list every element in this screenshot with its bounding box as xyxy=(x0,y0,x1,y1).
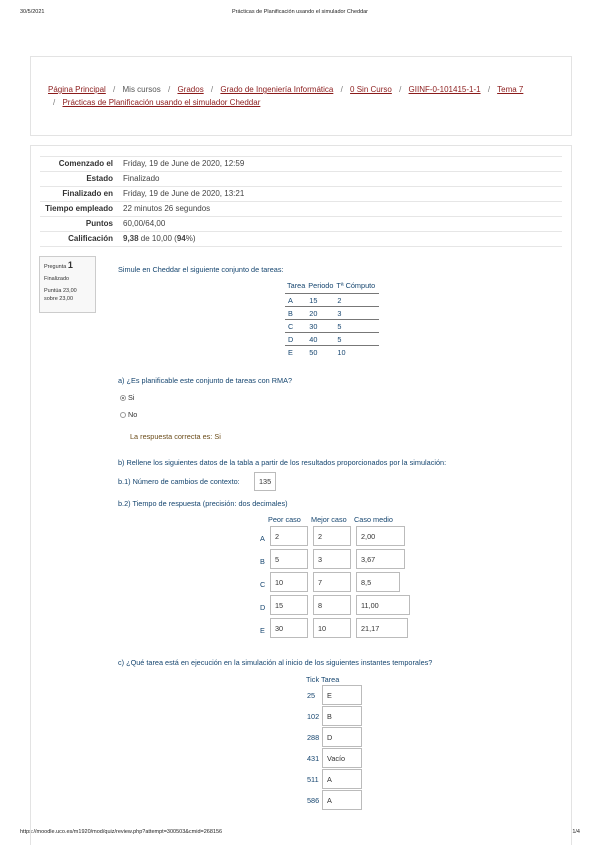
breadcrumb-separator: / xyxy=(53,97,56,107)
option-label: Si xyxy=(128,393,135,402)
tick-value: 431 xyxy=(307,754,320,763)
question-info-box xyxy=(39,256,96,313)
col-header-tick: Tick xyxy=(306,675,320,684)
summary-value: Finalizado xyxy=(123,174,160,183)
summary-value: 22 minutos 26 segundos xyxy=(123,204,211,213)
grade-end: %) xyxy=(185,234,196,243)
col-header-task: Tarea xyxy=(321,675,340,684)
summary-row-grade xyxy=(40,232,562,247)
best-case-input[interactable]: 2 xyxy=(313,526,351,546)
running-task-input[interactable]: A xyxy=(322,790,362,810)
worst-case-input[interactable]: 10 xyxy=(270,572,308,592)
tick-value: 102 xyxy=(307,712,320,721)
row-label: B xyxy=(260,557,265,566)
running-task-input[interactable]: E xyxy=(322,685,362,705)
col-header-best: Mejor caso xyxy=(311,515,347,524)
best-case-input[interactable]: 3 xyxy=(313,549,351,569)
running-task-input[interactable]: B xyxy=(322,706,362,726)
avg-case-input[interactable]: 2,00 xyxy=(356,526,405,546)
breadcrumb-separator: / xyxy=(210,85,214,94)
row-label: A xyxy=(260,534,265,543)
table-cell: C xyxy=(285,320,306,333)
col-header: Periodo xyxy=(306,281,334,294)
col-header-avg: Caso medio xyxy=(354,515,393,524)
question-state: Finalizado xyxy=(44,276,70,282)
summary-value: Friday, 19 de June de 2020, 13:21 xyxy=(123,189,245,198)
breadcrumb-topic[interactable]: Tema 7 xyxy=(497,85,524,94)
summary-value: Friday, 19 de June de 2020, 12:59 xyxy=(123,159,245,168)
table-cell: 3 xyxy=(334,307,379,320)
table-cell: 2 xyxy=(334,294,379,307)
table-cell: 40 xyxy=(306,333,334,346)
avg-case-input[interactable]: 11,00 xyxy=(356,595,410,615)
breadcrumb xyxy=(48,84,558,109)
table-row xyxy=(285,307,379,320)
print-title: Prácticas de Planificación usando el simulador Cheddar xyxy=(231,9,369,15)
summary-row xyxy=(40,202,562,217)
summary-grade xyxy=(119,232,562,247)
b2-label: b.2) Tiempo de respuesta (precisión: dos decimales) xyxy=(118,499,288,508)
radio-unchecked-icon[interactable] xyxy=(120,412,126,418)
row-label: E xyxy=(260,626,265,635)
table-row xyxy=(285,320,379,333)
table-cell: 5 xyxy=(334,320,379,333)
table-row xyxy=(285,333,379,346)
avg-case-input[interactable]: 21,17 xyxy=(356,618,408,638)
print-url: https://moodle.uco.es/m1920/mod/quiz/review.php?attempt=300503&cmid=268156 xyxy=(20,829,223,835)
table-cell: 15 xyxy=(306,294,334,307)
task-set-table xyxy=(285,281,379,359)
question-score: Puntúa 23,00 sobre 23,00 xyxy=(44,288,77,302)
summary-label: Calificación xyxy=(68,234,113,243)
part-c-text: c) ¿Qué tarea está en ejecución en la simulación al inicio de los siguientes instantes temporales? xyxy=(118,658,433,667)
running-task-input[interactable]: A xyxy=(322,769,362,789)
tick-value: 586 xyxy=(307,796,320,805)
table-row xyxy=(285,294,379,307)
summary-row xyxy=(40,172,562,187)
table-cell: 5 xyxy=(334,333,379,346)
col-header-worst: Peor caso xyxy=(268,515,301,524)
context-switches-input[interactable]: 135 xyxy=(254,472,276,491)
summary-label: Finalizado en xyxy=(62,189,113,198)
b1-label: b.1) Número de cambios de contexto: xyxy=(118,477,240,486)
avg-case-input[interactable]: 3,67 xyxy=(356,549,405,569)
running-task-input[interactable]: D xyxy=(322,727,362,747)
summary-label: Tiempo empleado xyxy=(45,204,113,213)
option-si[interactable] xyxy=(120,393,135,402)
table-cell: 20 xyxy=(306,307,334,320)
summary-value: 60,00/64,00 xyxy=(123,219,166,228)
worst-case-input[interactable]: 15 xyxy=(270,595,308,615)
summary-label: Comenzado el xyxy=(58,159,113,168)
table-cell: E xyxy=(288,348,293,358)
breadcrumb-home[interactable]: Página Principal xyxy=(48,85,106,94)
breadcrumb-separator: / xyxy=(487,85,491,94)
breadcrumb-separator: / xyxy=(340,85,343,94)
print-date: 30/5/2021 xyxy=(20,9,45,15)
attempt-summary-table xyxy=(40,156,562,247)
breadcrumb-quiz[interactable]: Prácticas de Planificación usando el simulador Cheddar xyxy=(62,97,261,107)
grade-value: 9,38 xyxy=(123,234,139,243)
breadcrumb-my-courses: Mis cursos xyxy=(122,85,161,94)
running-task-input[interactable]: Vacío xyxy=(322,748,362,768)
question-intro: Simule en Cheddar el siguiente conjunto de tareas: xyxy=(118,265,284,274)
tick-value: 511 xyxy=(307,775,319,784)
radio-checked-icon[interactable] xyxy=(120,395,126,401)
best-case-input[interactable]: 10 xyxy=(313,618,351,638)
table-cell: 30 xyxy=(306,320,334,333)
print-page-number: 1/4 xyxy=(572,829,580,835)
table-cell: D xyxy=(285,333,306,346)
best-case-input[interactable]: 7 xyxy=(313,572,351,592)
question-number: Pregunta 1 xyxy=(44,260,73,270)
breadcrumb-degree[interactable]: Grado de Ingeniería Informática xyxy=(220,85,334,94)
option-no[interactable] xyxy=(120,410,137,419)
part-a-text: a) ¿Es planificable este conjunto de tareas con RMA? xyxy=(118,376,293,385)
col-header: Tª Cómputo xyxy=(334,281,379,294)
table-cell: B xyxy=(285,307,306,320)
tick-value: 25 xyxy=(307,691,316,700)
table-cell: A xyxy=(285,294,306,307)
breadcrumb-separator: / xyxy=(167,85,171,94)
breadcrumb-separator: / xyxy=(399,85,402,94)
tick-value: 288 xyxy=(307,733,320,742)
row-label: D xyxy=(260,603,266,612)
row-label: C xyxy=(260,580,266,589)
table-cell: 10 xyxy=(337,348,346,358)
breadcrumb-separator: / xyxy=(113,85,116,94)
option-label: No xyxy=(128,410,138,419)
grade-percent: 94 xyxy=(176,234,186,243)
worst-case-input[interactable]: 5 xyxy=(270,549,308,569)
grade-rest: de 10,00 ( xyxy=(138,234,177,243)
col-header: Tarea xyxy=(285,281,306,294)
summary-row xyxy=(40,187,562,202)
table-cell: 50 xyxy=(309,348,318,358)
summary-row xyxy=(40,217,562,232)
task-table-header xyxy=(285,281,379,294)
summary-label: Puntos xyxy=(85,219,113,228)
breadcrumb-course-code[interactable]: GIINF-0-101415-1-1 xyxy=(408,85,481,94)
summary-row xyxy=(40,157,562,172)
avg-case-input[interactable]: 8,5 xyxy=(356,572,400,592)
breadcrumb-course-level[interactable]: 0 Sin Curso xyxy=(350,85,392,94)
worst-case-input[interactable]: 2 xyxy=(270,526,308,546)
table-row xyxy=(285,346,379,359)
worst-case-input[interactable]: 30 xyxy=(270,618,308,638)
summary-label: Estado xyxy=(86,174,113,183)
breadcrumb-grados[interactable]: Grados xyxy=(177,85,204,94)
best-case-input[interactable]: 8 xyxy=(313,595,351,615)
part-b-text: b) Rellene los siguientes datos de la tabla a partir de los resultados proporcionados por la simulación: xyxy=(118,458,447,467)
correct-answer-feedback: La respuesta correcta es: Si xyxy=(130,432,221,441)
main-content-panel xyxy=(30,145,572,845)
